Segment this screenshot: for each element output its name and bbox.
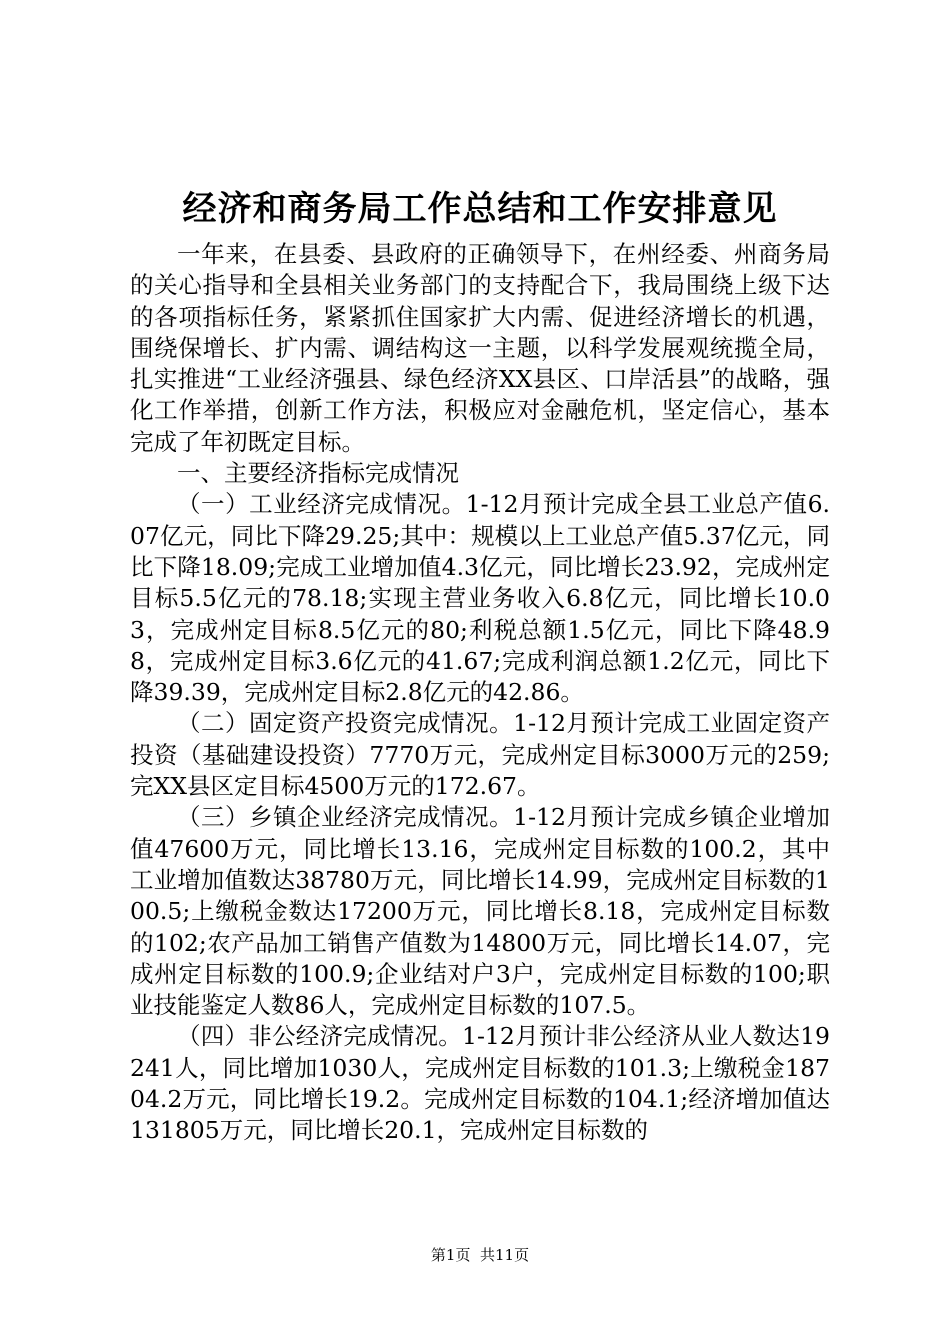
document-title: 经济和商务局工作总结和工作安排意见	[182, 189, 778, 229]
paragraph-non-public-economy: （四）非公经济完成情况。1-12月预计非公经济从业人数达19241人，同比增加1030人，完成州定目标数的101.3;上缴税金18704.2万元，同比增长19.2。完成州定目标数的104.1;经济增加值达131805万元，同比增长20.1，完成州定目标数的	[130, 1022, 830, 1145]
paragraph-industrial-economy: （一）工业经济完成情况。1-12月预计完成全县工业总产值6.07亿元，同比下降29.25;其中：规模以上工业总产值5.37亿元，同比下降18.09;完成工业增加值4.3亿元，同比增长23.92，完成州定目标5.5亿元的78.18;实现主营业务收入6.8亿元，同比增长10.03，完成州定目标8.5亿元的80;利税总额1.5亿元，同比下降48.98，完成州定目标3.6亿元的41.67;完成利润总额1.2亿元，同比下降39.39，完成州定目标2.8亿元的42.86。	[130, 490, 830, 707]
section-heading: 一、主要经济指标完成情况	[177, 459, 459, 488]
document-page	[130, 0, 830, 1344]
intro-paragraph: 一年来，在县委、县政府的正确领导下，在州经委、州商务局的关心指导和全县相关业务部门的支持配合下，我局围绕上级下达的各项指标任务，紧紧抓住国家扩大内需、促进经济增长的机遇，围绕保增长、扩内需、调结构这一主题，以科学发展观统揽全局，扎实推进“工业经济强县、绿色经济XX县区、口岸活县”的战略，强化工作举措，创新工作方法，积极应对金融危机，坚定信心，基本完成了年初既定目标。	[130, 240, 830, 456]
document-body	[130, 239, 830, 1147]
paragraph-fixed-asset-investment: （二）固定资产投资完成情况。1-12月预计完成工业固定资产投资（基础建设投资）7770万元，完成州定目标3000万元的259;完XX县区定目标4500万元的172.67。	[130, 709, 830, 801]
paragraph-township-enterprise: （三）乡镇企业经济完成情况。1-12月预计完成乡镇企业增加值47600万元，同比增长13.16，完成州定目标数的100.2，其中工业增加值数达38780万元，同比增长14.99，完成州定目标数的100.5;上缴税金数达17200万元，同比增长8.18，完成州定目标数的102;农产品加工销售产值数为14800万元，同比增长14.07，完成州定目标数的100.9;企业结对户3户，完成州定目标数的100;职业技能鉴定人数86人，完成州定目标数的107.5。	[130, 803, 830, 1020]
page-number-footer: 第1页 共11页	[430, 1246, 530, 1264]
